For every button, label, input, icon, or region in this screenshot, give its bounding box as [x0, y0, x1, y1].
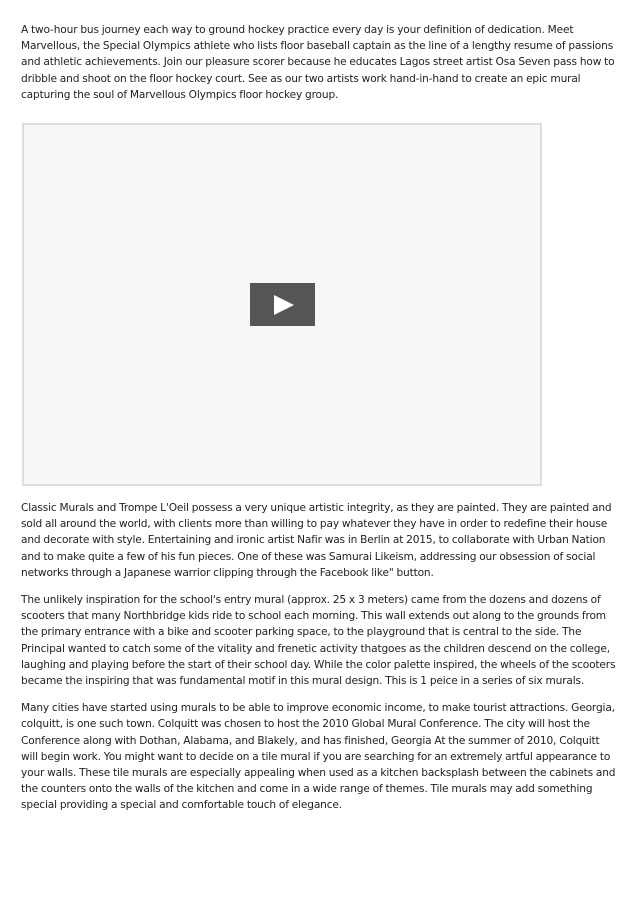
intro-paragraph: A two-hour bus journey each way to ground hockey practice every day is your definition of dedication. Meet Marvellous, the Special Olympics athlete who lists floor baseball captain as the line of a lengthy resume of passions and athletic achievements. Join our pleasure scorer because he educates Lagos street artist Osa Seven pass how to dribble and shoot on the floor hockey court. See as our two artists work hand-in-hand to create an epic mural capturing the soul of Marvellous Olympics floor hockey group. [21, 24, 615, 101]
play-icon [274, 295, 294, 315]
article [21, 22, 619, 814]
play-button[interactable] [250, 283, 315, 326]
video-player[interactable] [22, 123, 542, 486]
paragraph-classic-murals: Classic Murals and Trompe L'Oeil possess a very unique artistic integrity, as they are painted. They are painted and sold all around the world, with clients more than willing to pay whatever they have in order to redefine their house and decorate with style. Entertaining and ironic artist Nafir was in Berlin at 2015, to collaborate with Urban Nation and to make quite a few of his fun pieces. One of these was Samurai Likeism, addressing our obsession of social networks through a Japanese warrior clipping through the Facebook like" button. [21, 502, 612, 579]
paragraph-school-mural: The unlikely inspiration for the school's entry mural (approx. 25 x 3 meters) came from the dozens and dozens of scooters that many Northbridge kids ride to school each morning. This wall extends out along to the grounds from the primary entrance with a bike and scooter parking space, to the playground that is central to the side. The Principal wanted to catch some of the vitality and frenetic activity thatgoes as the children descend on the college, laughing and playing before the start of their school day. While the color palette inspired, the wheels of the scooters became the inspiring that was fundamental motif in this mural design. This is 1 peice in a series of six murals. [21, 594, 616, 688]
paragraph-cities-murals: Many cities have started using murals to be able to improve economic income, to make tourist attractions. Georgia, colquitt, is one such town. Colquitt was chosen to host the 2010 Global Mural Conference. The city will host the Conference along with Dothan, Alabama, and Blakely, and has finished, Georgia At the summer of 2010, Colquitt will begin work. You might want to decide on a tile mural if you are searching for an extremely artful appearance to your walls. These tile murals are especially appealing when used as a kitchen backsplash between the cabinets and the counters onto the walls of the kitchen and come in a wide range of themes. Tile murals may add something special providing a special and comfortable touch of elegance. [21, 702, 616, 812]
